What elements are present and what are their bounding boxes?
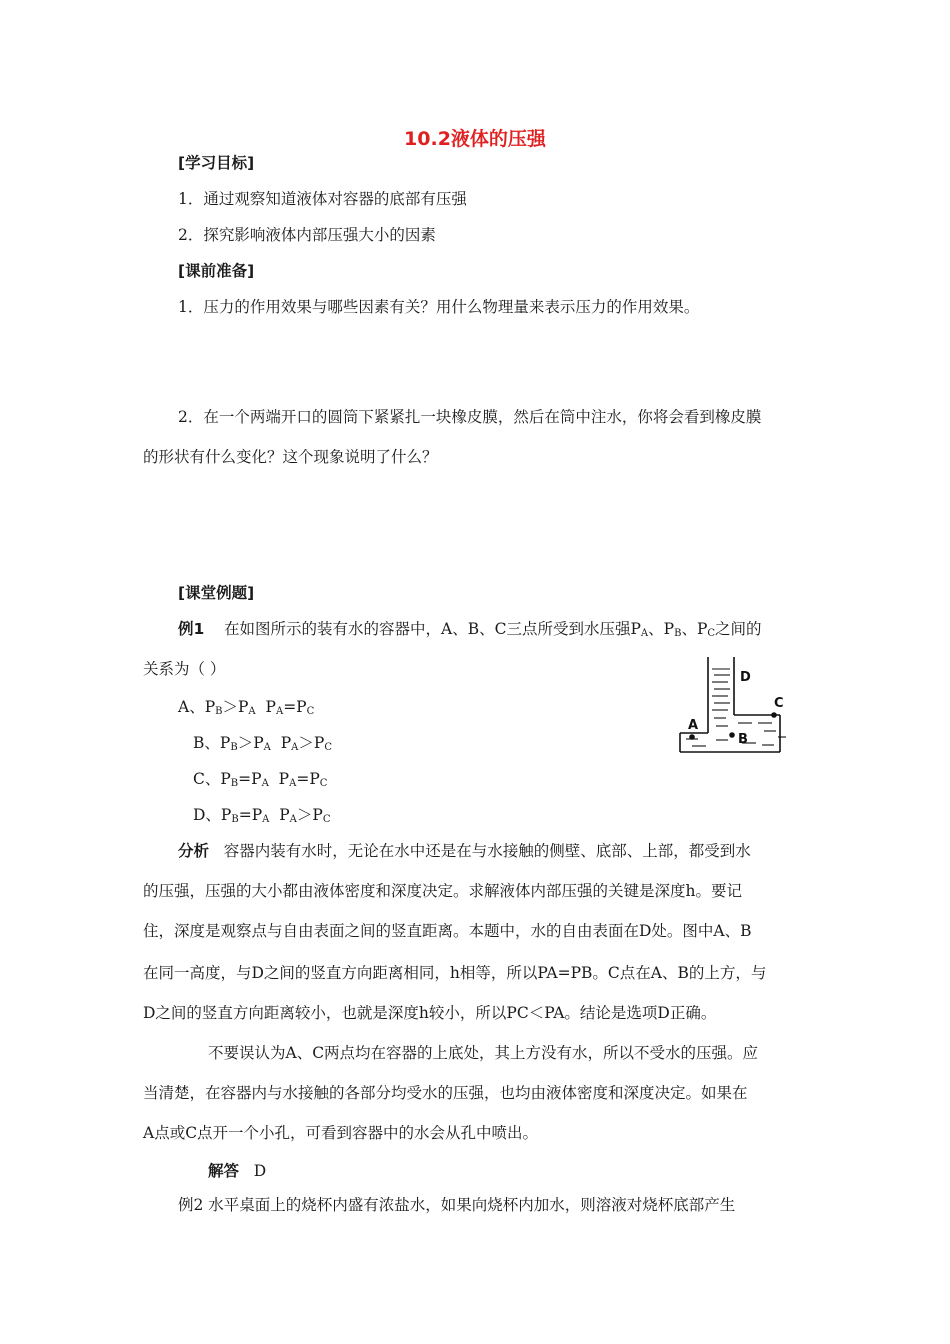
section-learning-goals: [学习目标] [178, 154, 255, 172]
pressure-symbol: P [630, 620, 641, 638]
label-a: A [688, 718, 699, 733]
subscript-b: B [674, 628, 682, 639]
prep-question-2-line1: 2．在一个两端开口的圆筒下紧紧扎一块橡皮膜，然后在筒中注水，你将会看到橡皮膜 [178, 408, 762, 426]
point-b-marker [729, 732, 735, 738]
water-marks [686, 669, 786, 746]
answer-line [208, 1161, 266, 1181]
question-end: 之间的 [715, 620, 762, 638]
analysis-line7: 当清楚，在容器内与水接触的各部分均受水的压强，也均由液体密度和深度决定。如果在 [143, 1084, 748, 1102]
point-c-marker [771, 712, 777, 718]
analysis-line5: D之间的竖直方向距离较小，也就是深度h较小，所以PC＜PA。结论是选项D正确。 [143, 1004, 717, 1022]
example-1-line2: 关系为（ ） [143, 660, 226, 678]
subscript-a: A [640, 628, 649, 639]
option-c: C、$P_B=P_A$ $P_A=P_C$ [193, 770, 328, 789]
example-1-line1 [178, 619, 762, 644]
prep-question-2-line2: 的形状有什么变化？这个现象说明了什么？ [143, 448, 438, 466]
option-d: D、$P_B=P_A$ $P_A>P_C$ [193, 806, 331, 825]
separator: 、P [648, 620, 675, 638]
goal-1: 1．通过观察知道液体对容器的底部有压强 [178, 190, 467, 208]
goal-2: 2．探究影响液体内部压强大小的因素 [178, 226, 436, 244]
answer-value: D [253, 1162, 267, 1180]
analysis-line8: A点或C点开一个小孔，可看到容器中的水会从孔中喷出。 [143, 1124, 539, 1142]
analysis-text-1: 容器内装有水时，无论在水中还是在与水接触的侧壁、底部、上部，都受到水 [223, 842, 751, 860]
point-a-marker [689, 734, 695, 740]
option-a: A、$P_B>P_A$ $P_A=P_C$ [178, 698, 315, 717]
label-b: B [738, 732, 748, 747]
prep-question-1: 1．压力的作用效果与哪些因素有关？用什么物理量来表示压力的作用效果。 [178, 298, 700, 316]
analysis-line6: 不要误认为A、C两点均在容器的上底处，其上方没有水，所以不受水的压强。应 [208, 1044, 759, 1062]
analysis-line3: 住，深度是观察点与自由表面之间的竖直距离。本题中，水的自由表面在D处。图中A、B [143, 922, 752, 940]
analysis-line2: 的压强，压强的大小都由液体密度和深度决定。求解液体内部压强的关键是深度h。要记 [143, 882, 742, 900]
page-title: 10.2液体的压强 [404, 128, 546, 150]
section-preparation: [课前准备] [178, 262, 255, 280]
answer-label: 解答 [208, 1162, 240, 1180]
example-1-label: 例1 [178, 620, 205, 638]
example-1-question: 在如图所示的装有水的容器中，A、B、C三点所受到水压强 [224, 620, 631, 638]
analysis-line1 [178, 841, 751, 861]
label-c: C [774, 696, 784, 711]
subscript-c: C [707, 628, 716, 639]
section-examples: [课堂例题] [178, 584, 255, 602]
analysis-label: 分析 [178, 842, 210, 860]
analysis-line4: 在同一高度，与D之间的竖直方向距离相同，h相等，所以PA=PB。C点在A、B的上方，与 [143, 964, 767, 982]
separator: 、P [681, 620, 708, 638]
label-d: D [740, 670, 751, 685]
container-outline [680, 657, 780, 752]
example-2-line1: 例2 水平桌面上的烧杯内盛有浓盐水，如果向烧杯内加水，则溶液对烧杯底部产生 [178, 1196, 736, 1214]
container-diagram [676, 655, 791, 757]
option-b: B、$P_B>P_A$ $P_A>P_C$ [193, 734, 332, 753]
